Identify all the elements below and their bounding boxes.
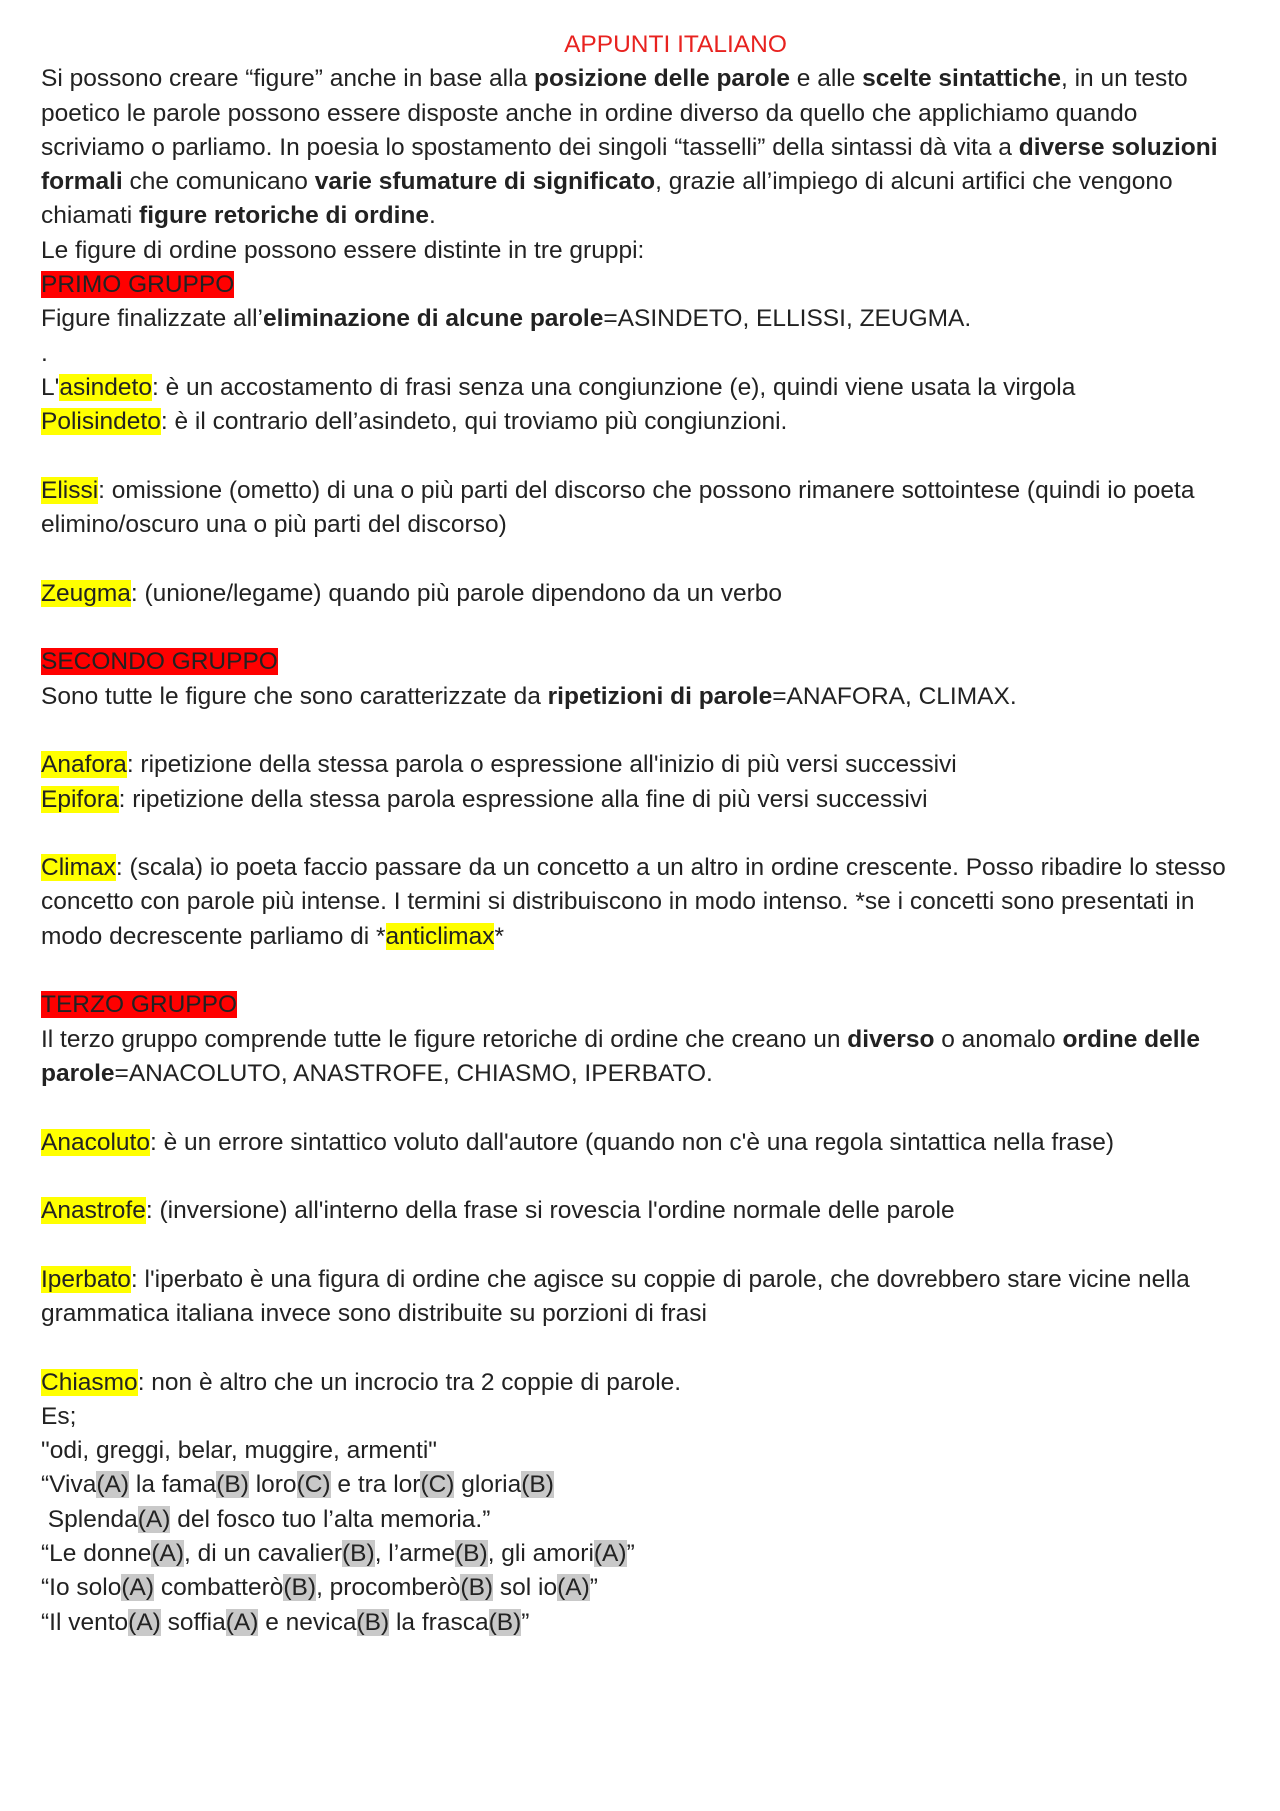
group2-description <box>41 680 1240 714</box>
example-text: loro <box>248 1471 297 1499</box>
groups-intro: Le figure di ordine possono essere distinte in tre gruppi: <box>41 236 645 264</box>
example-label: Es; <box>41 1402 77 1430</box>
example-text: soffia <box>160 1608 226 1636</box>
intro-bold: figure retoriche di ordine <box>139 202 430 230</box>
example-line <box>41 1503 1240 1537</box>
chiasmo-marker: (B) <box>356 1608 390 1636</box>
group1-dot: . <box>41 339 48 367</box>
iperbato-text: : l'iperbato è una figura di ordine che agisce su coppie di parole, che dovrebbero stare vicine nella grammatica italiana invece sono distribuite su porzioni di frasi <box>41 1265 1190 1327</box>
asindeto-text: : è un accostamento di frasi senza una congiunzione (e), quindi viene usata la virgola <box>151 373 1076 401</box>
blank-line <box>41 1331 1240 1365</box>
anastrofe-term: Anastrofe <box>41 1197 146 1225</box>
example-text: e tra lor <box>330 1471 421 1499</box>
chiasmo-marker: (A) <box>225 1608 259 1636</box>
polisindeto-definition <box>41 405 1240 439</box>
example-line <box>41 1468 1240 1502</box>
intro-text: e alle <box>789 65 863 93</box>
group2-heading-line <box>41 645 1240 679</box>
intro-text: , in un testo poetico le parole possono essere disposte anche in ordine diverso da quello che applichiamo quando scriviamo o parliamo. In poesia lo spostamento dei singoli “tasselli” della sintassi dà vita a <box>41 65 1188 161</box>
chiasmo-marker: (A) <box>96 1471 130 1499</box>
chiasmo-marker: (B) <box>521 1471 554 1499</box>
chiasmo-marker: (A) <box>593 1540 627 1568</box>
example-text: la fama <box>129 1471 217 1499</box>
group3-heading-line <box>41 988 1240 1022</box>
group3-description <box>41 1023 1240 1092</box>
example-text: Splenda <box>41 1505 138 1533</box>
blank-line <box>41 440 1240 474</box>
anafora-text: : ripetizione della stessa parola o espressione all'inizio di più versi successivi <box>126 751 957 779</box>
blank-line <box>41 1091 1240 1125</box>
iperbato-definition <box>41 1263 1240 1332</box>
intro-bold: varie sfumature di significato <box>314 168 656 196</box>
group1-heading-line <box>41 268 1240 302</box>
group3-desc-text: =ANACOLUTO, ANASTROFE, CHIASMO, IPERBATO. <box>114 1059 713 1087</box>
chiasmo-marker: (A) <box>121 1574 155 1602</box>
epifora-term: Epifora <box>41 785 119 813</box>
polisindeto-text: : è il contrario dell’asindeto, qui troviamo più congiunzioni. <box>160 408 788 436</box>
anacoluto-term: Anacoluto <box>41 1128 150 1156</box>
asindeto-prefix: L' <box>41 373 60 401</box>
chiasmo-marker: (B) <box>455 1540 488 1568</box>
climax-end: * <box>494 922 505 950</box>
chiasmo-marker: (A) <box>557 1574 590 1602</box>
climax-text: : (scala) io poeta faccio passare da un concetto a un altro in ordine crescente. Posso ribadire lo stesso concetto con parole più intense. I termini si distribuiscono in modo intenso. *se i concetti sono presentati in modo decrescente parliamo di * <box>41 854 1226 950</box>
example-verse-1: "odi, greggi, belar, muggire, armenti" <box>41 1437 437 1465</box>
example-text: , gli amori <box>487 1540 594 1568</box>
chiasmo-marker: (A) <box>128 1608 161 1636</box>
climax-term: Climax <box>41 854 116 882</box>
intro-paragraph <box>41 62 1240 233</box>
chiasmo-term: Chiasmo <box>41 1368 138 1396</box>
group3-desc-text: o anomalo <box>934 1025 1063 1053</box>
chiasmo-marker: (C) <box>296 1471 331 1499</box>
group3-desc-bold: ordine delle parole <box>41 1025 1200 1087</box>
asindeto-term: asindeto <box>59 373 152 401</box>
group2-heading: SECONDO GRUPPO <box>41 648 278 676</box>
chiasmo-text: : non è altro che un incrocio tra 2 coppie di parole. <box>137 1368 682 1396</box>
anacoluto-definition <box>41 1126 1240 1160</box>
intro-text: Si possono creare “figure” anche in base alla <box>41 65 535 93</box>
example-text: “Il vento <box>41 1608 129 1636</box>
example-text: “Viva <box>41 1471 97 1499</box>
example-text: gloria <box>454 1471 522 1499</box>
intro-text: . <box>429 202 436 230</box>
blank-line <box>41 714 1240 748</box>
chiasmo-definition <box>41 1366 1240 1400</box>
example-text: ” <box>521 1608 530 1636</box>
intro-bold: posizione delle parole <box>534 65 790 93</box>
example-line <box>41 1537 1240 1571</box>
example-text: e nevica <box>258 1608 357 1636</box>
zeugma-text: : (unione/legame) quando più parole dipendono da un verbo <box>130 579 782 607</box>
example-text: la frasca <box>389 1608 489 1636</box>
chiasmo-marker: (B) <box>488 1608 522 1636</box>
blank-line <box>41 1160 1240 1194</box>
blank-line <box>41 542 1240 576</box>
blank-line <box>41 1228 1240 1262</box>
ellissi-term: Elissi <box>41 476 99 504</box>
anafora-term: Anafora <box>41 751 127 779</box>
asindeto-definition <box>41 371 1240 405</box>
chiasmo-marker: (A) <box>137 1505 171 1533</box>
chiasmo-marker: (B) <box>283 1574 317 1602</box>
example-text: combatterò <box>154 1574 284 1602</box>
epifora-definition <box>41 783 1240 817</box>
group3-desc-bold: diverso <box>847 1025 935 1053</box>
group3-desc-text: Il terzo gruppo comprende tutte le figure retoriche di ordine che creano un <box>41 1025 848 1053</box>
group2-desc-text: Sono tutte le figure che sono caratterizzate da <box>41 682 548 710</box>
example-text: ” <box>589 1574 598 1602</box>
example-text: del fosco tuo l’alta memoria.” <box>170 1505 491 1533</box>
blank-line <box>41 954 1240 988</box>
group2-desc-bold: ripetizioni di parole <box>547 682 773 710</box>
example-text: “Io solo <box>41 1574 122 1602</box>
ellissi-definition <box>41 474 1240 543</box>
anticlimax-term: anticlimax <box>385 922 495 950</box>
intro-text: che comunicano <box>122 168 315 196</box>
group2-desc-text: =ANAFORA, CLIMAX. <box>772 682 1017 710</box>
blank-line <box>41 611 1240 645</box>
anastrofe-definition <box>41 1194 1240 1228</box>
zeugma-term: Zeugma <box>41 579 131 607</box>
group1-desc-text: Figure finalizzate all’ <box>41 305 263 333</box>
ellissi-text: : omissione (ometto) di una o più parti del discorso che possono rimanere sottointese (quindi io poeta elimino/oscuro una o più parti del discorso) <box>41 476 1195 539</box>
anastrofe-text: : (inversione) all'interno della frase si rovescia l'ordine normale delle parole <box>145 1197 955 1225</box>
anacoluto-text: : è un errore sintattico voluto dall'autore (quando non c'è una regola sintattica nella frase) <box>149 1128 1115 1156</box>
anafora-definition <box>41 748 1240 782</box>
page-title: APPUNTI ITALIANO <box>564 31 787 58</box>
example-text: , procomberò <box>316 1574 461 1602</box>
example-text: sol io <box>493 1574 558 1602</box>
group1-description <box>41 302 1240 336</box>
group1-heading: PRIMO GRUPPO <box>41 271 235 299</box>
group3-heading: TERZO GRUPPO <box>41 991 238 1019</box>
example-text: , di un cavalier <box>184 1540 343 1568</box>
polisindeto-term: Polisindeto <box>41 408 161 436</box>
climax-definition <box>41 851 1240 954</box>
group1-desc-bold: eliminazione di alcune parole <box>262 305 604 333</box>
chiasmo-marker: (B) <box>216 1471 249 1499</box>
intro-bold: scelte sintattiche <box>862 65 1061 93</box>
group1-desc-text: =ASINDETO, ELLISSI, ZEUGMA. <box>603 305 972 333</box>
example-text: , l’arme <box>374 1540 456 1568</box>
blank-line <box>41 817 1240 851</box>
chiasmo-marker: (B) <box>342 1540 375 1568</box>
intro-bold: diverse soluzioni formali <box>41 133 1218 196</box>
example-line <box>41 1571 1240 1605</box>
epifora-text: : ripetizione della stessa parola espressione alla fine di più versi successivi <box>118 785 928 813</box>
example-line <box>41 1606 1240 1640</box>
chiasmo-marker: (B) <box>460 1574 494 1602</box>
intro-text: , grazie all’impiego di alcuni artifici che vengono chiamati <box>41 168 1173 230</box>
chiasmo-marker: (C) <box>420 1471 455 1499</box>
chiasmo-marker: (A) <box>151 1540 185 1568</box>
zeugma-definition <box>41 577 1240 611</box>
example-text: “Le donne <box>41 1540 152 1568</box>
example-text: ” <box>626 1540 635 1568</box>
iperbato-term: Iperbato <box>41 1265 131 1293</box>
